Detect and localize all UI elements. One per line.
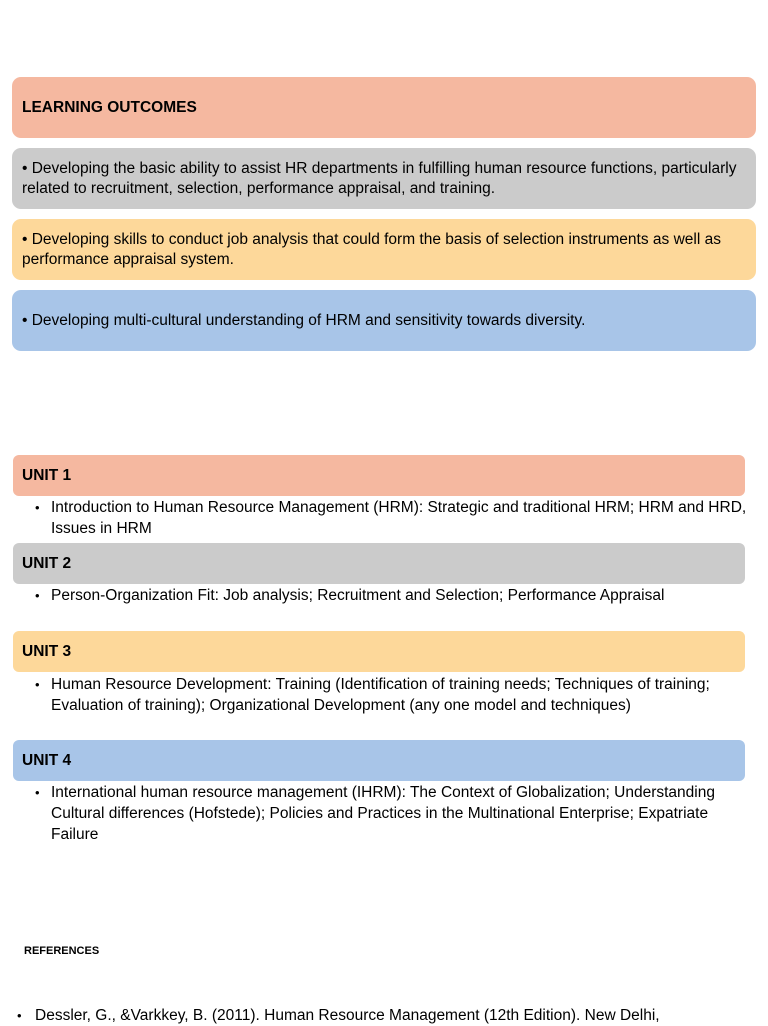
- bullet-icon: •: [35, 500, 40, 515]
- unit-title: UNIT 1: [22, 466, 72, 484]
- learning-outcomes-header: [12, 77, 756, 138]
- learning-outcomes-title: LEARNING OUTCOMES: [22, 98, 197, 116]
- unit-4-description: International human resource management (IHRM): The Context of Globalization; Understanding Cultural differences (Hofstede); Policies and Practices in the Multinational Enterprise; Expatriate Failure: [51, 784, 715, 843]
- learning-outcome-item: [12, 148, 756, 209]
- reference-item: Dessler, G., &Varkkey, B. (2011). Human Resource Management (12th Edition). New Delhi,: [35, 1007, 660, 1024]
- unit-title: UNIT 2: [22, 554, 72, 572]
- unit-1-header: [13, 455, 745, 496]
- bullet-icon: •: [35, 785, 40, 800]
- bullet-icon: •: [35, 677, 40, 692]
- unit-2-header: [13, 543, 745, 584]
- unit-title: UNIT 3: [22, 642, 72, 660]
- unit-3-header: [13, 631, 745, 672]
- learning-outcome-item: [12, 290, 756, 351]
- learning-outcome-text: • Developing multi-cultural understanding of HRM and sensitivity towards diversity.: [22, 311, 586, 329]
- unit-title: UNIT 4: [22, 751, 72, 769]
- unit-2-description: Person-Organization Fit: Job analysis; Recruitment and Selection; Performance Appraisal: [51, 587, 665, 604]
- unit-4-header: [13, 740, 745, 781]
- bullet-icon: •: [17, 1008, 22, 1023]
- learning-outcome-text: • Developing the basic ability to assist HR departments in fulfilling human resource functions, particularly related to recruitment, selection, performance appraisal, and training.: [22, 159, 737, 197]
- learning-outcome-item: [12, 219, 756, 280]
- unit-3-description: Human Resource Development: Training (Identification of training needs; Techniques of training; Evaluation of training); Organizational Development (any one model and techniques): [51, 676, 710, 714]
- references-title: REFERENCES: [24, 945, 100, 957]
- bullet-icon: •: [35, 588, 40, 603]
- unit-1-description: Introduction to Human Resource Management (HRM): Strategic and traditional HRM; HRM and HRD, Issues in HRM: [51, 499, 747, 537]
- learning-outcome-text: • Developing skills to conduct job analysis that could form the basis of selection instruments as well as performance appraisal system.: [22, 230, 721, 268]
